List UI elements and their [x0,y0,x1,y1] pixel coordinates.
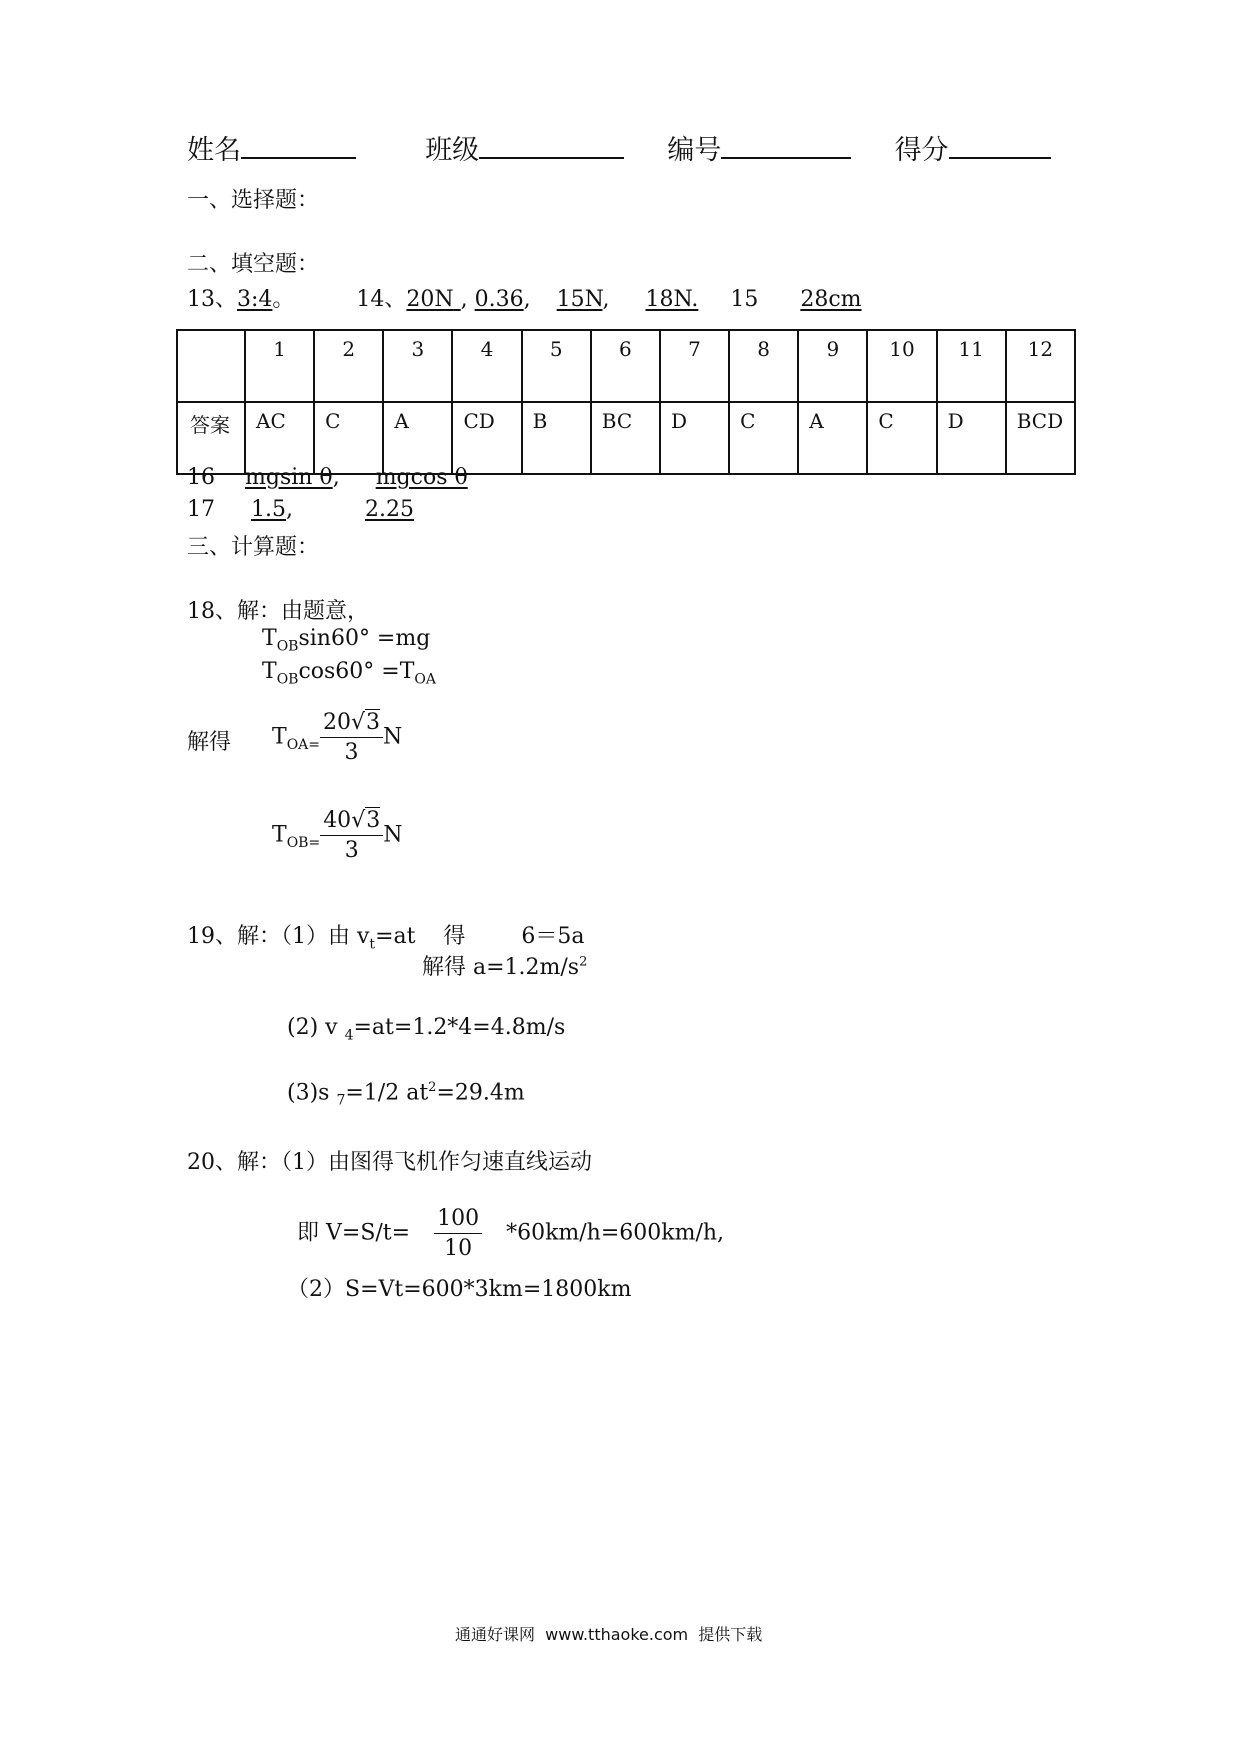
name-label: 姓名 [187,135,241,166]
table-header-row [177,330,1075,402]
q18-solve-label: 解得 [187,730,232,755]
q13-answer: 3:4 [237,287,273,312]
q17-answer-1: 1.5 [251,497,286,522]
table-answer-cell: B [522,402,591,474]
table-number-cell: 7 [660,330,729,402]
q16-answer-2: mgcos θ [375,465,468,490]
q15-prefix: 15 [730,287,759,312]
score-blank[interactable] [949,135,1051,159]
section-1-heading: 一、选择题： [187,188,320,213]
table-corner-cell [177,330,245,402]
q18-result-2: $T_{OB=}$ $\frac{40√3}{3}$ N [272,808,403,863]
header-row [187,128,1051,167]
table-number-cell: 1 [245,330,314,402]
fill-line-13-15: 13、3:4。 14、20N , 0.36, 15N, 18N. 15 28cm [187,287,862,312]
q17-answer-2: 2.25 [365,497,414,522]
table-number-cell: 9 [798,330,867,402]
name-blank[interactable] [241,135,356,159]
table-answer-cell: C [729,402,798,474]
q14-answer-2: 0.36 [474,287,524,312]
table-number-cell: 6 [591,330,660,402]
table-answer-cell: C [314,402,383,474]
q19-line-3: (2) v $_4$=at=1.2*4=4.8m/s [287,1015,566,1044]
q20-line-2: 即 V=S/t= $\frac{100}{10}$ *60km/h=600km/h, [297,1206,725,1261]
class-blank[interactable] [479,135,624,159]
q18-result-1: $T_{OA=}$ $\frac{20√3}{3}$ N [272,710,403,765]
q16-answer-1: mgsin θ [245,465,333,490]
q19-line-1: 19、解：（1）由 $v_t=at$ 得 6＝5a [187,924,585,953]
fill-line-17: 17 1.5, 2.25 [187,497,414,522]
q14-answer-1: 20N [406,287,454,312]
table-answer-cell: AC [245,402,314,474]
q15-answer: 28cm [800,287,862,312]
q14-answer-4: 18N. [645,287,699,312]
footer-text: 通通好课网 www.tthaoke.com 提供下载 [455,1625,763,1644]
q18-intro: 18、解：由题意， [187,599,369,624]
table-answer-label: 答案 [177,402,245,474]
number-label: 编号 [667,135,722,166]
q13-suffix: 。 [272,287,295,312]
answer-table [176,329,1076,475]
number-blank[interactable] [721,135,851,159]
q20-line-1: 20、解：（1）由图得飞机作匀速直线运动 [187,1150,592,1175]
table-number-cell: 12 [1006,330,1075,402]
table-answer-cell: C [867,402,936,474]
q20-line-3: （2）S=Vt=600*3km=1800km [287,1277,632,1302]
table-answer-cell: D [937,402,1006,474]
section-2-heading: 二、填空题： [187,252,320,277]
score-label: 得分 [894,135,949,166]
table-answer-cell: D [660,402,729,474]
table-number-cell: 8 [729,330,798,402]
q14-prefix: 14、 [356,287,407,312]
table-answer-cell: BCD [1006,402,1075,474]
q17-prefix: 17 [187,497,215,522]
q16-prefix: 16 [187,465,215,490]
fill-line-16: 16 mgsin θ, mgcos θ [187,465,468,490]
q14-answer-3: 15N [556,287,603,312]
q18-eq2: $T_{OB}\cos 60^\circ =T_{OA}$ [262,659,436,688]
table-answer-row [177,402,1075,474]
table-answer-cell: BC [591,402,660,474]
q13-prefix: 13、 [187,287,237,312]
q18-eq1: $T_{OB}\sin 60^\circ =mg$ [262,626,431,655]
table-number-cell: 2 [314,330,383,402]
table-number-cell: 3 [383,330,452,402]
section-3-heading: 三、计算题： [187,535,320,560]
class-label: 班级 [425,135,480,166]
table-number-cell: 10 [867,330,936,402]
q19-line-4: (3)s $_7$=1/2 $at^2=29.4m$ [287,1080,525,1109]
table-answer-cell: A [383,402,452,474]
table-number-cell: 11 [937,330,1006,402]
table-number-cell: 5 [522,330,591,402]
table-answer-cell: CD [452,402,521,474]
q19-line-2: 解得 $a=1.2m/s^2$ [422,954,588,980]
table-answer-cell: A [798,402,867,474]
table-number-cell: 4 [452,330,521,402]
